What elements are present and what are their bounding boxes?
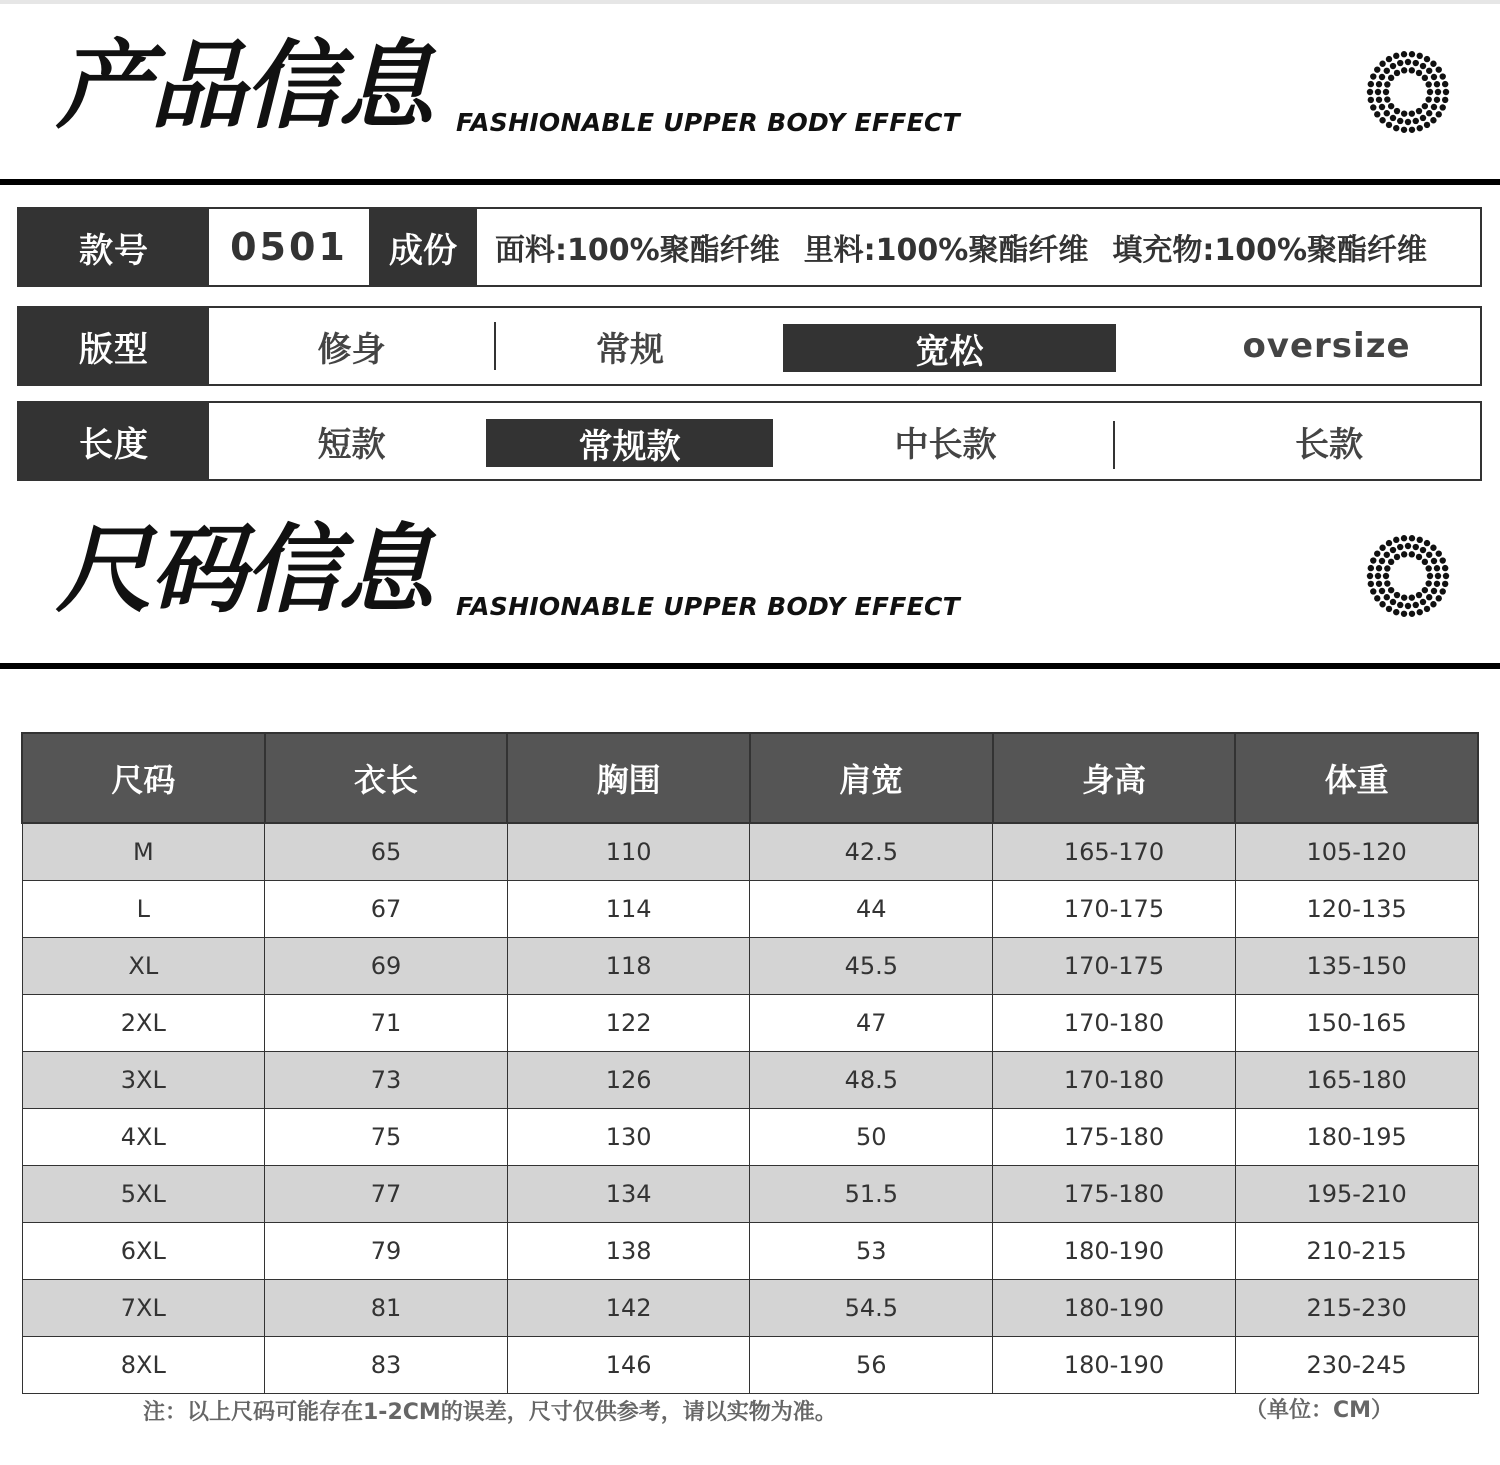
code-label: 款号 — [19, 209, 209, 285]
header-chest: 胸围 — [507, 733, 750, 823]
table-cell: 8XL — [22, 1337, 265, 1394]
table-cell: 77 — [265, 1166, 508, 1223]
table-cell: 44 — [750, 881, 993, 938]
table-row — [22, 1109, 1478, 1166]
length-option-regular-selected: 常规款 — [486, 419, 773, 467]
table-row — [22, 1223, 1478, 1280]
table-cell: 118 — [507, 938, 750, 995]
dot-ring-icon — [1366, 534, 1450, 618]
table-cell: 175-180 — [993, 1166, 1236, 1223]
table-cell: 53 — [750, 1223, 993, 1280]
table-cell: 105-120 — [1235, 823, 1478, 881]
table-cell: 5XL — [22, 1166, 265, 1223]
table-cell: 71 — [265, 995, 508, 1052]
table-cell: 180-190 — [993, 1223, 1236, 1280]
length-label: 长度 — [19, 403, 209, 479]
size-table-header-row — [22, 733, 1478, 823]
section-divider — [0, 663, 1500, 669]
table-cell: 165-170 — [993, 823, 1236, 881]
section-divider — [0, 179, 1500, 185]
table-cell: 142 — [507, 1280, 750, 1337]
footer-note: 注：以上尺码可能存在1-2CM的误差，尺寸仅供参考，请以实物为准。 — [143, 1400, 837, 1425]
table-cell: 67 — [265, 881, 508, 938]
table-row — [22, 938, 1478, 995]
table-row — [22, 1337, 1478, 1394]
fit-option-loose-selected: 宽松 — [783, 324, 1116, 372]
table-cell: 215-230 — [1235, 1280, 1478, 1337]
table-row — [22, 881, 1478, 938]
table-cell: 170-180 — [993, 1052, 1236, 1109]
size-info-header — [0, 514, 1500, 672]
code-composition-row — [17, 207, 1482, 287]
table-cell: 75 — [265, 1109, 508, 1166]
composition-value — [495, 209, 1480, 285]
table-cell: 42.5 — [750, 823, 993, 881]
table-cell: 230-245 — [1235, 1337, 1478, 1394]
table-cell: 83 — [265, 1337, 508, 1394]
table-cell: 7XL — [22, 1280, 265, 1337]
fit-row — [17, 306, 1482, 386]
header-weight: 体重 — [1235, 733, 1478, 823]
product-info-header — [0, 30, 1500, 188]
fit-option-slim: 修身 — [317, 329, 386, 370]
fit-label: 版型 — [19, 308, 209, 384]
table-cell: 114 — [507, 881, 750, 938]
table-cell: M — [22, 823, 265, 881]
table-cell: 180-190 — [993, 1280, 1236, 1337]
table-cell: 54.5 — [750, 1280, 993, 1337]
table-cell: 47 — [750, 995, 993, 1052]
length-option-mid: 中长款 — [894, 424, 997, 465]
product-info-title: 产品信息 — [56, 30, 432, 142]
composition-filling: 填充物:100%聚酯纤维 — [1112, 233, 1428, 268]
table-row — [22, 1052, 1478, 1109]
table-cell: 50 — [750, 1109, 993, 1166]
dot-ring-icon — [1366, 50, 1450, 134]
table-cell: 126 — [507, 1052, 750, 1109]
table-cell: 48.5 — [750, 1052, 993, 1109]
length-row — [17, 401, 1482, 481]
table-cell: 110 — [507, 823, 750, 881]
table-cell: 180-195 — [1235, 1109, 1478, 1166]
header-length: 衣长 — [265, 733, 508, 823]
table-cell: 4XL — [22, 1109, 265, 1166]
composition-lining: 里料:100%聚酯纤维 — [803, 233, 1089, 268]
table-cell: 3XL — [22, 1052, 265, 1109]
table-cell: 56 — [750, 1337, 993, 1394]
size-table-body — [22, 823, 1478, 1394]
table-cell: 150-165 — [1235, 995, 1478, 1052]
table-cell: 120-135 — [1235, 881, 1478, 938]
product-info-subtitle: FASHIONABLE UPPER BODY EFFECT — [456, 108, 961, 137]
table-cell: 6XL — [22, 1223, 265, 1280]
code-value: 0501 — [230, 225, 348, 269]
length-option-long: 长款 — [1295, 424, 1363, 465]
fit-option-regular: 常规 — [596, 329, 664, 370]
table-cell: 65 — [265, 823, 508, 881]
table-cell: 146 — [507, 1337, 750, 1394]
table-row — [22, 1166, 1478, 1223]
table-cell: 2XL — [22, 995, 265, 1052]
header-size: 尺码 — [22, 733, 265, 823]
table-cell: L — [22, 881, 265, 938]
size-info-title: 尺码信息 — [56, 514, 432, 626]
table-cell: 180-190 — [993, 1337, 1236, 1394]
table-row — [22, 823, 1478, 881]
size-info-subtitle: FASHIONABLE UPPER BODY EFFECT — [456, 592, 961, 621]
header-shoulder: 肩宽 — [750, 733, 993, 823]
top-stripe — [0, 0, 1500, 4]
table-cell: 130 — [507, 1109, 750, 1166]
unit-note: （单位：CM） — [1245, 1398, 1394, 1423]
table-cell: 165-180 — [1235, 1052, 1478, 1109]
table-cell: 138 — [507, 1223, 750, 1280]
table-cell: 170-175 — [993, 881, 1236, 938]
table-cell: 134 — [507, 1166, 750, 1223]
length-separator — [1113, 421, 1115, 469]
size-table — [21, 732, 1479, 1394]
table-cell: 170-175 — [993, 938, 1236, 995]
table-row — [22, 1280, 1478, 1337]
table-row — [22, 995, 1478, 1052]
table-cell: 195-210 — [1235, 1166, 1478, 1223]
table-cell: 51.5 — [750, 1166, 993, 1223]
table-cell: 79 — [265, 1223, 508, 1280]
table-cell: 45.5 — [750, 938, 993, 995]
table-cell: 170-180 — [993, 995, 1236, 1052]
fit-option-oversize: oversize — [1242, 326, 1411, 366]
length-option-short: 短款 — [317, 424, 386, 465]
table-cell: 210-215 — [1235, 1223, 1478, 1280]
table-cell: XL — [22, 938, 265, 995]
composition-label: 成份 — [369, 209, 477, 285]
header-height: 身高 — [993, 733, 1236, 823]
table-cell: 175-180 — [993, 1109, 1236, 1166]
table-cell: 122 — [507, 995, 750, 1052]
table-cell: 73 — [265, 1052, 508, 1109]
table-cell: 81 — [265, 1280, 508, 1337]
composition-shell: 面料:100%聚酯纤维 — [495, 233, 780, 268]
table-cell: 135-150 — [1235, 938, 1478, 995]
table-cell: 69 — [265, 938, 508, 995]
